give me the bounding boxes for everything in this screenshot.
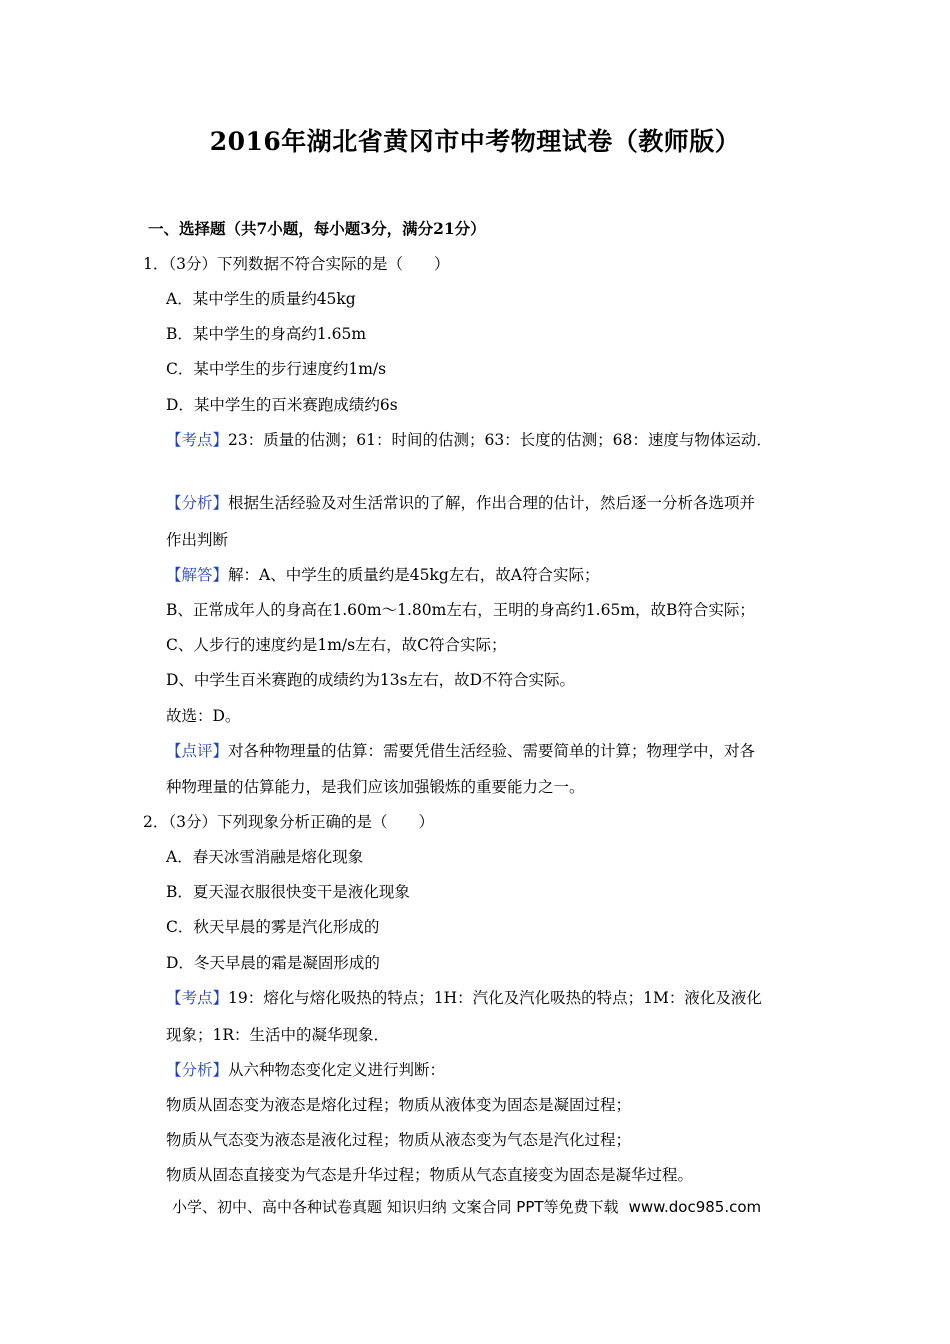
page-footer: [172, 1196, 761, 1217]
kaodian-text: 19：熔化与熔化吸热的特点；1H：汽化及汽化吸热的特点；1M：液化及液化: [228, 989, 762, 1007]
q1-fenxi: [166, 493, 755, 513]
q1-jieda: [166, 565, 599, 585]
question-1-option-c: C．某中学生的步行速度约1m/s: [166, 360, 387, 378]
question-1-stem: 1．（3分）下列数据不符合实际的是（ ）: [143, 255, 450, 273]
question-2-option-c: C．秋天早晨的雾是汽化形成的: [166, 918, 380, 936]
question-2-option-d: D．冬天早晨的霜是凝固形成的: [166, 954, 380, 972]
dianping-tag: 【点评】: [166, 742, 229, 760]
fenxi-text: 根据生活经验及对生活常识的了解，作出合理的估计，然后逐一分析各选项并: [228, 494, 756, 512]
question-2-stem: 2．（3分）下列现象分析正确的是（ ）: [143, 813, 434, 831]
dianping-text: 对各种物理量的估算：需要凭借生活经验、需要简单的计算；物理学中，对各: [228, 742, 756, 760]
footer-text: 小学、初中、高中各种试卷真题 知识归纳 文案合同 PPT等免费下载: [172, 1198, 619, 1216]
q1-kaodian: [166, 430, 772, 450]
q1-jieda-line4: D、中学生百米赛跑的成绩约为13s左右，故D不符合实际。: [166, 671, 576, 689]
q2-fenxi-line2: 物质从固态变为液态是熔化过程；物质从液体变为固态是凝固过程；: [166, 1096, 632, 1114]
question-2-option-b: B．夏天湿衣服很快变干是液化现象: [166, 883, 410, 901]
section-heading: 一、选择题（共7小题，每小题3分，满分21分）: [148, 219, 486, 238]
question-1-option-a: A．某中学生的质量约45kg: [166, 290, 356, 308]
q1-jieda-line3: C、人步行的速度约是1m/s左右，故C符合实际；: [166, 636, 507, 654]
q2-fenxi: [166, 1060, 445, 1080]
question-2-option-a: A．春天冰雪消融是熔化现象: [166, 848, 364, 866]
q1-answer: 故选：D。: [166, 707, 241, 725]
page-title: 2016年湖北省黄冈市中考物理试卷（教师版）: [209, 127, 741, 156]
fenxi-text: 从六种物态变化定义进行判断：: [228, 1061, 446, 1079]
question-1-option-d: D．某中学生的百米赛跑成绩约6s: [166, 396, 398, 414]
fenxi-tag: 【分析】: [166, 494, 229, 512]
question-1-option-b: B．某中学生的身高约1.65m: [166, 325, 367, 343]
q2-fenxi-line4: 物质从固态直接变为气态是升华过程；物质从气态直接变为固态是凝华过程。: [166, 1166, 694, 1184]
q1-fenxi-cont: 作出判断: [166, 531, 229, 549]
kaodian-tag: 【考点】: [166, 989, 229, 1007]
q1-dianping-cont: 种物理量的估算能力，是我们应该加强锻炼的重要能力之一。: [166, 778, 585, 796]
q2-kaodian: [166, 988, 762, 1008]
footer-url[interactable]: www.doc985.com: [628, 1198, 762, 1216]
q2-kaodian-cont: 现象；1R：生活中的凝华现象．: [166, 1026, 390, 1044]
fenxi-tag: 【分析】: [166, 1061, 229, 1079]
q1-jieda-line2: B、正常成年人的身高在1.60m～1.80m左右，王明的身高约1.65m，故B符合实际；: [166, 601, 755, 619]
q1-dianping: [166, 741, 755, 761]
jieda-text: 解：A、中学生的质量约是45kg左右，故A符合实际；: [228, 566, 600, 584]
kaodian-tag: 【考点】: [166, 431, 229, 449]
kaodian-text: 23：质量的估测；61：时间的估测；63：长度的估测；68：速度与物体运动．: [228, 431, 772, 449]
q2-fenxi-line3: 物质从气态变为液态是液化过程；物质从液态变为气态是汽化过程；: [166, 1131, 632, 1149]
jieda-tag: 【解答】: [166, 566, 229, 584]
